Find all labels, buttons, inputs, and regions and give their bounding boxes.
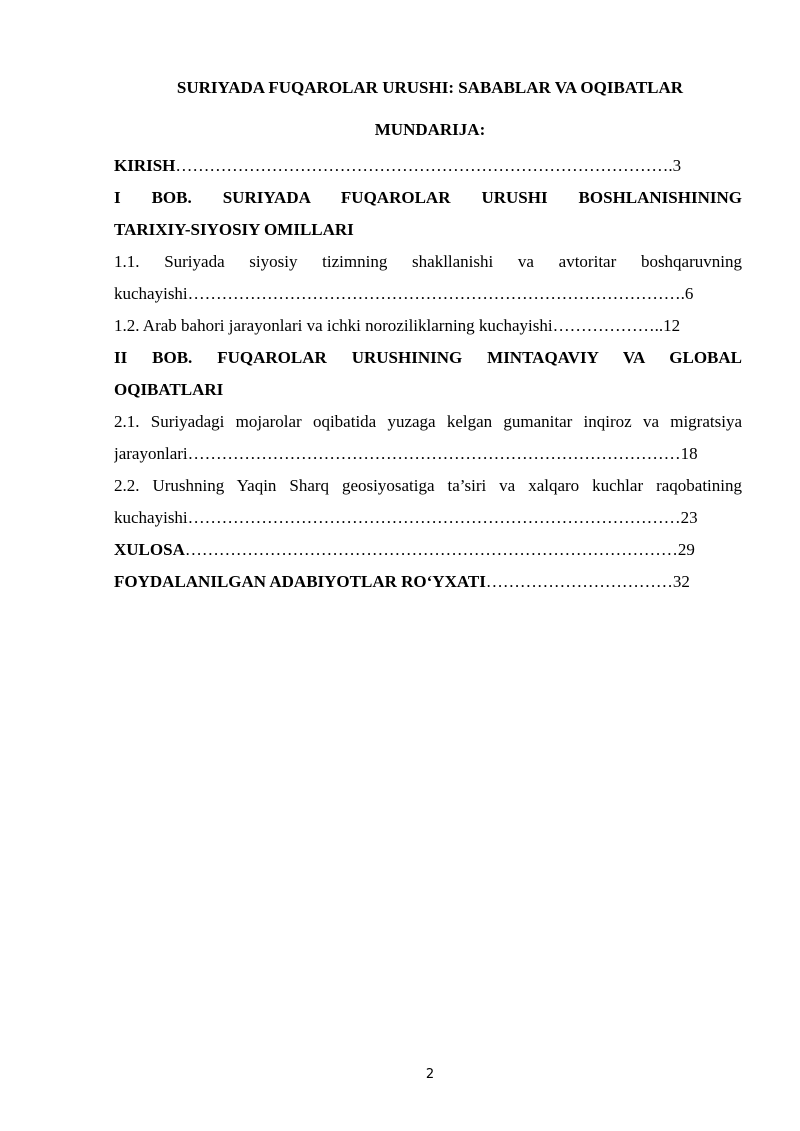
- toc-entry-xulosa: [114, 534, 742, 566]
- page-number: 2: [425, 1067, 435, 1082]
- toc-page-number: 32: [672, 572, 690, 591]
- toc-page-number: .3: [668, 156, 682, 175]
- toc-label: KIRISH: [114, 156, 176, 175]
- toc-leader: ……………………………………………………………………………: [187, 508, 681, 527]
- toc-section-2-1-line-2: [114, 438, 742, 470]
- toc-page-number: 29: [677, 540, 695, 559]
- toc-leader: ……………………………………………………………………………: [175, 156, 669, 175]
- document-title: SURIYADA FUQAROLAR URUSHI: SABABLAR VA OQIBATLAR: [176, 78, 684, 97]
- toc-label: FOYDALANILGAN ADABIYOTLAR RO‘YXATI: [114, 572, 486, 591]
- toc-heading: MUNDARIJA:: [374, 120, 486, 139]
- toc-label: jarayonlari: [114, 444, 188, 463]
- toc-entry-kirish: [114, 150, 742, 182]
- toc-chapter-1-line-2: TARIXIY-SIYOSIY OMILLARI: [114, 220, 354, 239]
- toc-label: kuchayishi: [114, 284, 188, 303]
- toc-chapter-1-line-1: I BOB. SURIYADA FUQAROLAR URUSHI BOSHLANISHINING: [114, 188, 742, 207]
- toc-section-1-1-line-2: [114, 278, 742, 310]
- toc-page-number: .6: [680, 284, 694, 303]
- table-of-contents: [114, 150, 742, 598]
- toc-leader: ……………………………………………………………………………: [184, 540, 678, 559]
- toc-leader: ……………………………: [485, 572, 673, 591]
- toc-page-number: 23: [680, 508, 698, 527]
- toc-section-2-1-line-1: 2.1. Suriyadagi mojarolar oqibatida yuzaga kelgan gumanitar inqiroz va migratsiya: [114, 412, 742, 431]
- toc-section-2-2-line-1: 2.2. Urushning Yaqin Sharq geosiyosatiga ta’siri va xalqaro kuchlar raqobatining: [114, 476, 742, 495]
- toc-section-1-1-line-1: 1.1. Suriyada siyosiy tizimning shakllanishi va avtoritar boshqaruvning: [114, 252, 742, 271]
- toc-page-number: .12: [658, 316, 681, 335]
- toc-leader: ……………….: [552, 316, 659, 335]
- toc-leader: ……………………………………………………………………………: [187, 444, 681, 463]
- toc-section-1-2: [114, 310, 742, 342]
- toc-chapter-2-line-1: II BOB. FUQAROLAR URUSHINING MINTAQAVIY VA GLOBAL: [114, 348, 742, 367]
- toc-leader: ……………………………………………………………………………: [187, 284, 681, 303]
- toc-page-number: 18: [680, 444, 698, 463]
- toc-label: 1.2. Arab bahori jarayonlari va ichki noroziliklarning kuchayishi: [114, 316, 553, 335]
- toc-section-2-2-line-2: [114, 502, 742, 534]
- toc-entry-references: [114, 566, 742, 598]
- toc-label: kuchayishi: [114, 508, 188, 527]
- toc-chapter-2-line-2: OQIBATLARI: [114, 380, 224, 399]
- toc-label: XULOSA: [114, 540, 185, 559]
